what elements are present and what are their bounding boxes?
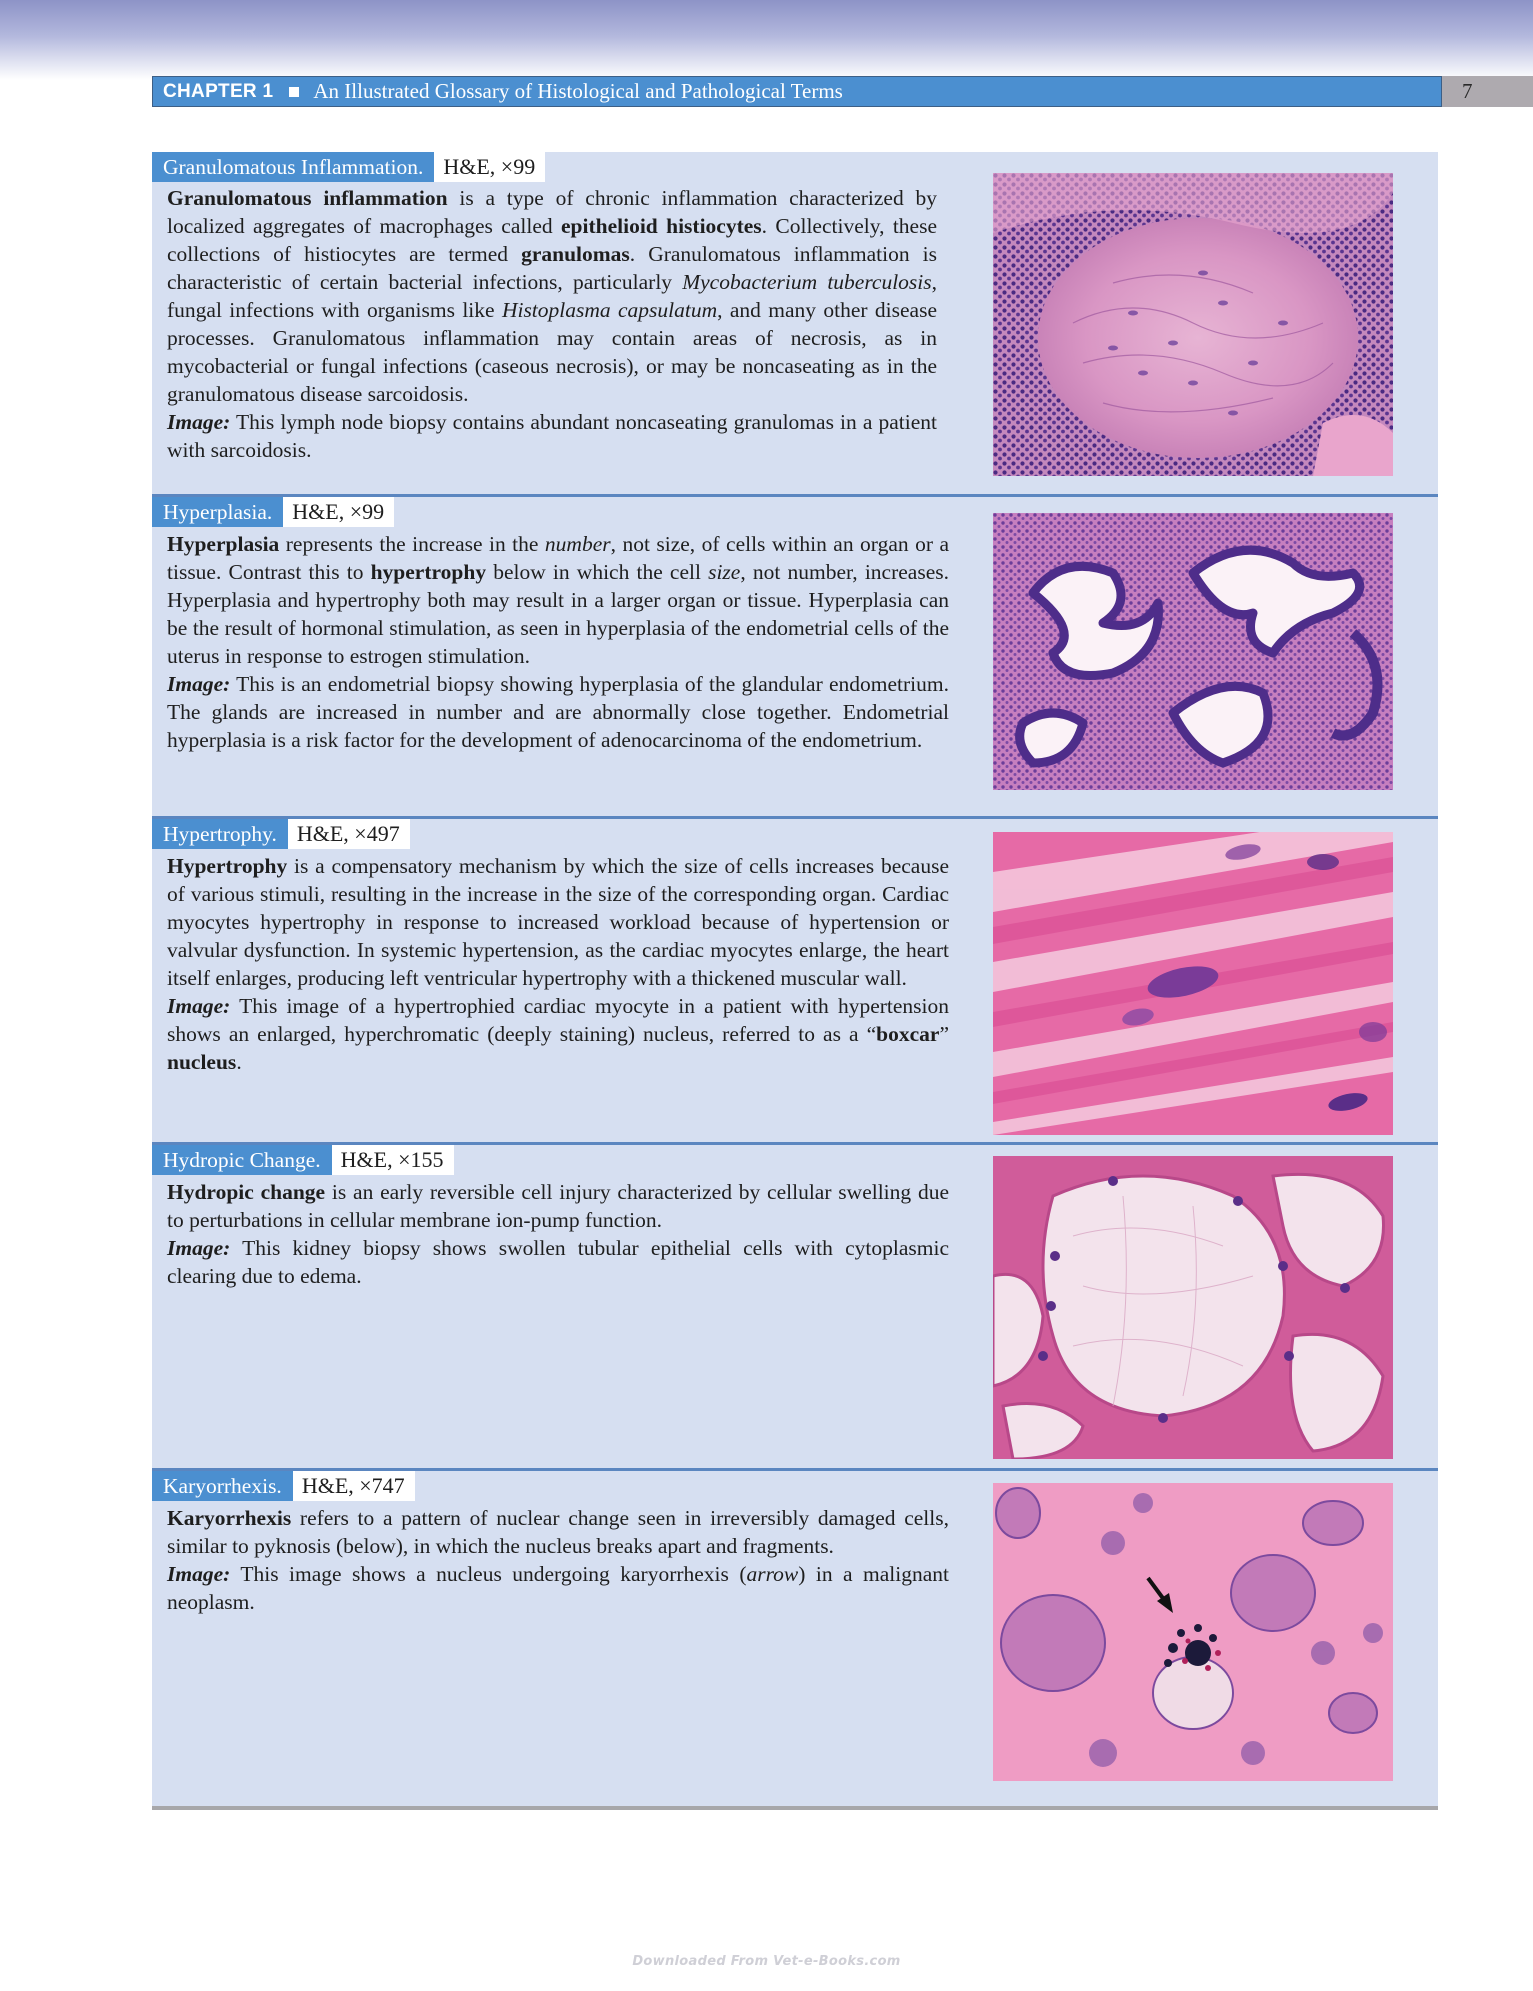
- glossary-entry-hypertrophy: [152, 816, 1438, 1142]
- entry-header: [152, 152, 545, 182]
- definition-text: Karyorrhexis refers to a pattern of nuclear change seen in irreversibly damaged cells, similar to pyknosis (below), in which the nucleus breaks apart and fragments.: [167, 1506, 949, 1558]
- image-caption: [167, 408, 937, 464]
- entry-body: [167, 184, 937, 464]
- term-title: Granulomatous Inflammation.: [152, 152, 434, 182]
- image-caption-label: Image:: [167, 994, 231, 1018]
- term-title: Hydropic Change.: [152, 1145, 332, 1175]
- image-caption-text: This image of a hypertrophied cardiac myocyte in a patient with hypertension shows an enlarged, hyperchromatic (deeply staining) nucleus, referred to as a “boxcar” nucleus.: [167, 994, 949, 1074]
- image-caption-text: This lymph node biopsy contains abundant noncaseating granulomas in a patient with sarcoidosis.: [167, 410, 937, 462]
- term-title: Karyorrhexis.: [152, 1471, 293, 1501]
- definition-text: Hydropic change is an early reversible cell injury characterized by cellular swelling due to perturbations in cellular membrane ion-pump function.: [167, 1180, 949, 1232]
- glossary-entry-hydropic-change: [152, 1142, 1438, 1468]
- image-caption: [167, 670, 949, 754]
- chapter-label: CHAPTER 1: [163, 80, 274, 102]
- image-caption-text: This is an endometrial biopsy showing hyperplasia of the glandular endometrium. The glands are increased in number and are abnormally close together. Endometrial hyperplasia is a risk factor for the development of adenocarcinoma of the endometrium.: [167, 672, 949, 752]
- entry-header: [152, 1471, 415, 1501]
- image-caption-label: Image:: [167, 410, 231, 434]
- entry-body: [167, 852, 949, 1076]
- chapter-header-bar: [152, 76, 1442, 107]
- image-caption-text: This image shows a nucleus undergoing karyorrhexis (arrow) in a malignant neoplasm.: [167, 1562, 949, 1614]
- glossary-entry-hyperplasia: [152, 494, 1438, 816]
- karyorrhexis-nucleus-micrograph: [993, 1483, 1393, 1781]
- stain-magnification: H&E, ×747: [293, 1471, 415, 1501]
- entry-body: [167, 530, 949, 754]
- image-caption: [167, 1234, 949, 1290]
- chapter-title: An Illustrated Glossary of Histological and Pathological Terms: [313, 79, 843, 103]
- stain-magnification: H&E, ×99: [434, 152, 545, 182]
- endometrial-hyperplasia-micrograph: [993, 513, 1393, 790]
- entry-body: [167, 1504, 949, 1616]
- image-caption-label: Image:: [167, 672, 231, 696]
- page-number: 7: [1442, 76, 1533, 107]
- stain-magnification: H&E, ×155: [332, 1145, 454, 1175]
- term-title: Hyperplasia.: [152, 497, 283, 527]
- stain-magnification: H&E, ×99: [283, 497, 394, 527]
- glossary-entry-granulomatous-inflammation: [152, 152, 1438, 494]
- entry-body: [167, 1178, 949, 1290]
- definition-text: Hypertrophy is a compensatory mechanism by which the size of cells increases because of various stimuli, resulting in the increase in the size of the corresponding organ. Cardiac myocytes hypertrophy in response to increased workload because of hypertension or valvular dysfunction. In systemic hypertension, as the cardiac myocytes enlarge, the heart itself enlarges, producing left ventricular hypertrophy with a thickened muscular wall.: [167, 854, 949, 990]
- image-caption-text: This kidney biopsy shows swollen tubular epithelial cells with cytoplasmic clearing due to edema.: [167, 1236, 949, 1288]
- image-caption-label: Image:: [167, 1236, 231, 1260]
- stain-magnification: H&E, ×497: [288, 819, 410, 849]
- entry-header: [152, 1145, 454, 1175]
- glossary-panel: [152, 152, 1438, 1810]
- entry-header: [152, 819, 410, 849]
- footer-watermark: Downloaded From Vet-e-Books.com: [632, 1954, 901, 1969]
- term-title: Hypertrophy.: [152, 819, 288, 849]
- entry-header: [152, 497, 394, 527]
- definition-text: Granulomatous inflammation is a type of chronic inflammation characterized by localized aggregates of macrophages called epithelioid histiocytes. Collectively, these collections of histiocytes are termed granulomas. Granulomatous inflammation is characteristic of certain bacterial infections, particularly Mycobacterium tuberculosis, fungal infections with organisms like Histoplasma capsulatum, and many other disease processes. Granulomatous inflammation may contain areas of necrosis, as in mycobacterial or fungal infections (caseous necrosis), or may be noncaseating as in the granulomatous disease sarcoidosis.: [167, 186, 938, 406]
- image-caption-label: Image:: [167, 1562, 231, 1586]
- image-caption: [167, 992, 949, 1076]
- top-gradient-band: [0, 0, 1533, 80]
- glossary-entry-karyorrhexis: [152, 1468, 1438, 1806]
- definition-text: Hyperplasia represents the increase in the number, not size, of cells within an organ or a tissue. Contrast this to hypertrophy below in which the cell size, not number, increases. Hyperplasia and hypertrophy both may result in a larger organ or tissue. Hyperplasia can be the result of hormonal stimulation, as seen in hyperplasia of the endometrial cells of the uterus in response to estrogen stimulation.: [167, 532, 949, 668]
- hypertrophied-cardiac-myocyte-micrograph: [993, 832, 1393, 1135]
- granuloma-lymph-node-micrograph: [993, 173, 1393, 476]
- kidney-hydropic-change-micrograph: [993, 1156, 1393, 1459]
- image-caption: [167, 1560, 949, 1616]
- square-bullet-icon: [289, 87, 299, 97]
